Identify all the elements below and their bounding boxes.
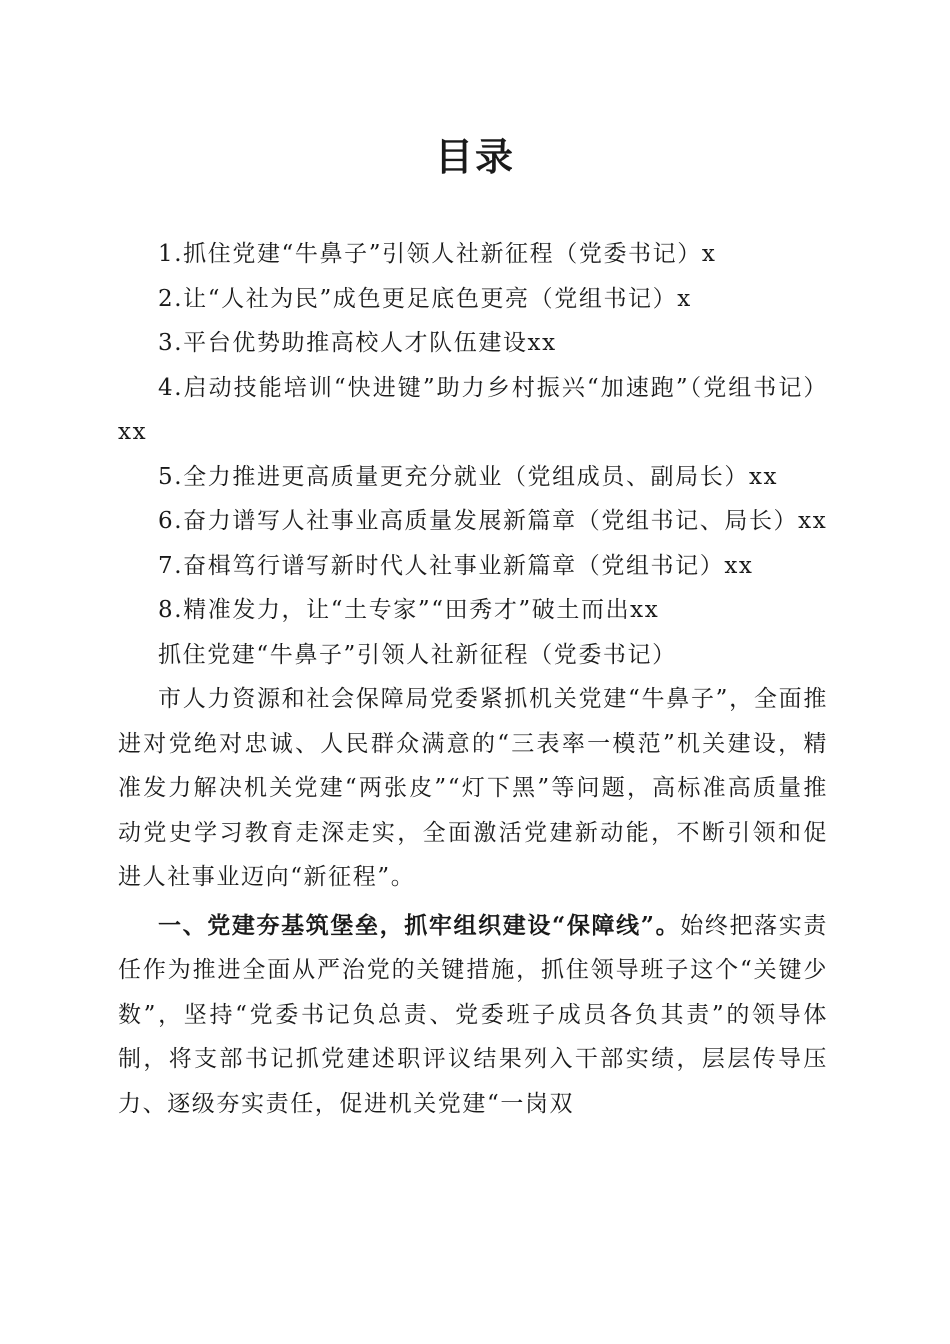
toc-item-3: 3.平台优势助推高校人才队伍建设xx [158,330,557,356]
article-intro-paragraph: 市人力资源和社会保障局党委紧抓机关党建“牛鼻子”，全面推进对党绝对忠诚、人民群众满意的“三表率一模范”机关建设，精准发力解决机关党建“两张皮”“灯下黑”等问题，高标准高质量推动党史学习教育走深走实，全面激活党建新动能，不断引领和促进人社事业迈向“新征程”。 [118,686,828,890]
toc-item-4: 4.启动技能培训“快进键”助力乡村振兴“加速跑”（党组书记）xx [118,374,828,445]
article-heading: 抓住党建“牛鼻子”引领人社新征程（党委书记） [158,641,677,668]
section-1-title: 一、党建夯基筑堡垒，抓牢组织建设“保障线”。 [158,911,681,939]
section-1-paragraph [118,904,828,1127]
page-title: 目录 [434,134,515,179]
toc-item-8: 8.精准发力，让“土专家”“田秀才”破土而出xx [158,597,660,623]
toc-item-7: 7.奋楫笃行谱写新时代人社事业新篇章（党组书记）xx [158,552,754,579]
toc-item-2: 2.让“人社为民”成色更足底色更亮（党组书记）x [158,285,692,312]
toc-item-1: 1.抓住党建“牛鼻子”引领人社新征程（党委书记）x [158,241,717,267]
toc-item-6: 6.奋力谱写人社事业高质量发展新篇章（党组书记、局长）xx [158,508,828,534]
document-body [118,232,828,1126]
section-1-body: 始终把落实责任作为推进全面从严治党的关键措施，抓住领导班子这个“关键少数”，坚持“党委书记负总责、党委班子成员各负其责”的领导体制，将支部书记抓党建述职评议结果列入干部实绩，层层传导压力、逐级夯实责任，促进机关党建“一岗双 [118,912,828,1117]
toc-item-5: 5.全力推进更高质量更充分就业（党组成员、副局长）xx [158,463,779,490]
